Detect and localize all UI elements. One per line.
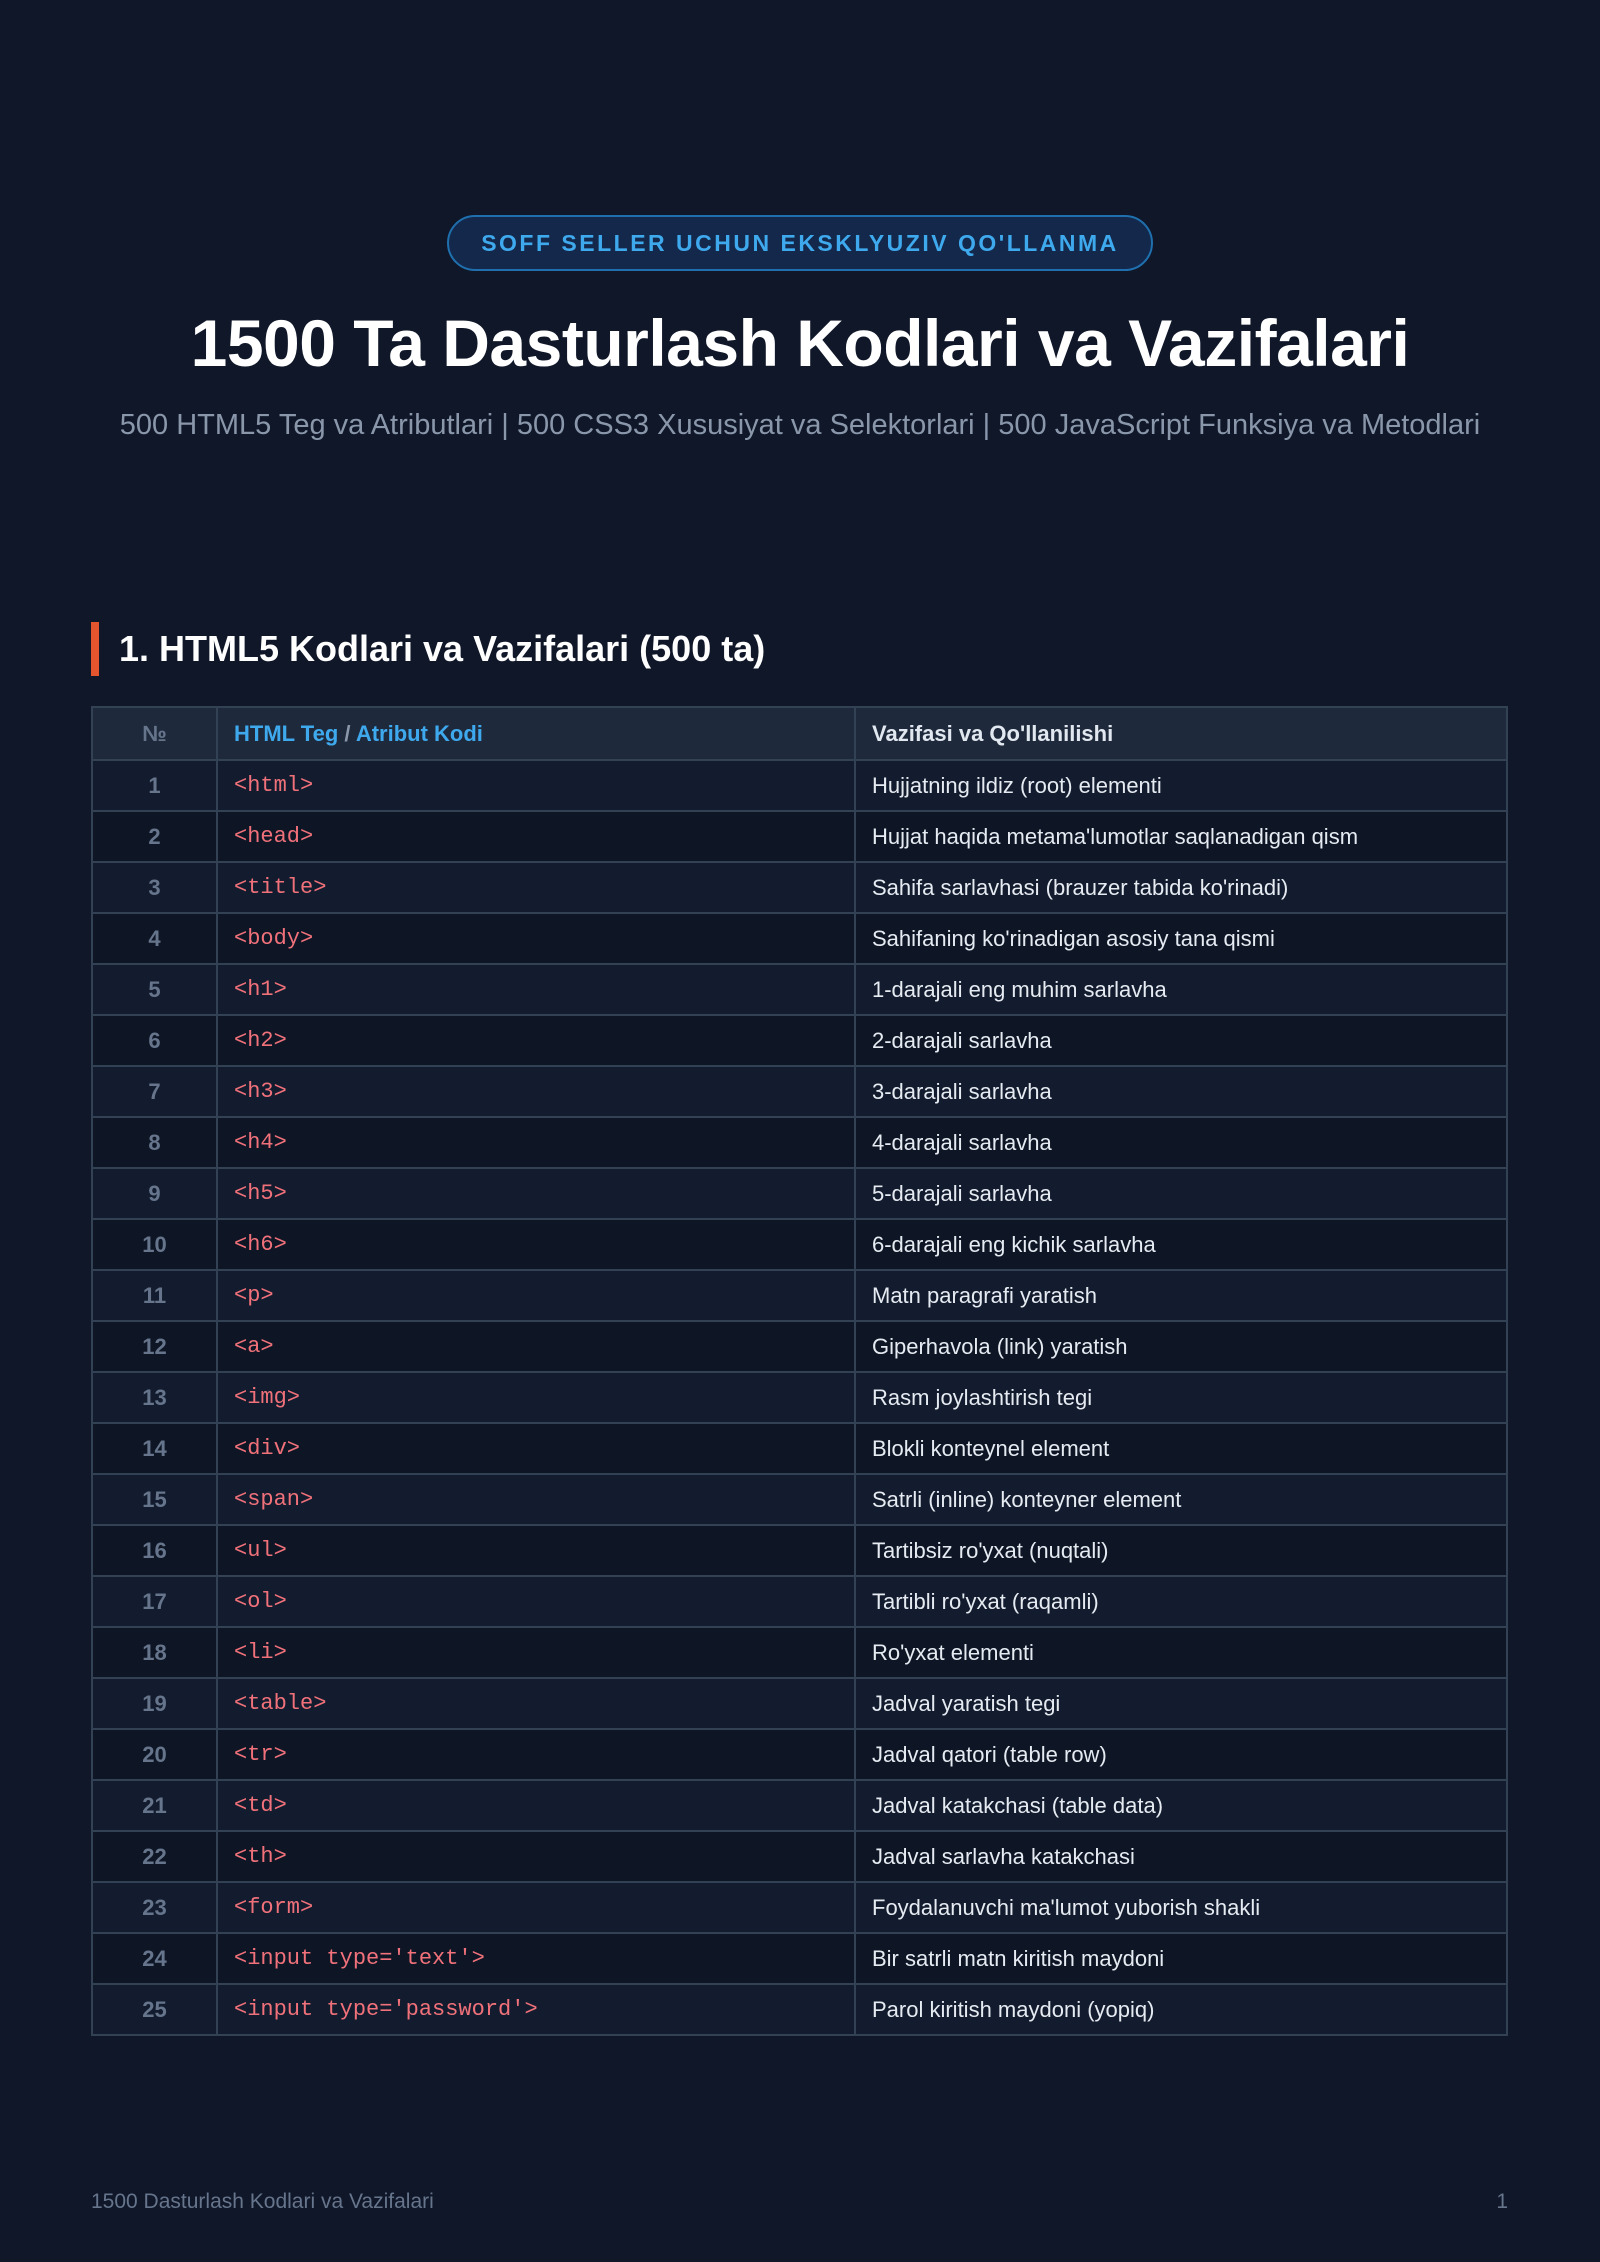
row-description: Blokli konteynel element [855,1423,1507,1474]
column-header-code [217,707,855,760]
row-number: 13 [92,1372,217,1423]
row-code: <tr> [217,1729,855,1780]
row-code: <a> [217,1321,855,1372]
row-code: <form> [217,1882,855,1933]
row-description: 3-darajali sarlavha [855,1066,1507,1117]
row-number: 9 [92,1168,217,1219]
table-row [92,1882,1507,1933]
table-row [92,913,1507,964]
row-number: 22 [92,1831,217,1882]
column-header-code-part2: Atribut Kodi [355,720,483,746]
row-description: Jadval katakchasi (table data) [855,1780,1507,1831]
row-code: <html> [217,760,855,811]
row-description: 4-darajali sarlavha [855,1117,1507,1168]
table-row [92,1168,1507,1219]
row-number: 11 [92,1270,217,1321]
exclusive-guide-badge: SOFF SELLER UCHUN EKSKLYUZIV QO'LLANMA [447,215,1153,271]
table-row [92,1372,1507,1423]
table-row [92,1423,1507,1474]
row-number: 14 [92,1423,217,1474]
html-codes-table [91,706,1508,2036]
table-row [92,862,1507,913]
row-number: 4 [92,913,217,964]
row-description: Tartibsiz ro'yxat (nuqtali) [855,1525,1507,1576]
row-description: Sahifaning ko'rinadigan asosiy tana qismi [855,913,1507,964]
row-description: Jadval qatori (table row) [855,1729,1507,1780]
table-row [92,760,1507,811]
page-title: 1500 Ta Dasturlash Kodlari va Vazifalari [190,306,1410,380]
row-description: Giperhavola (link) yaratish [855,1321,1507,1372]
row-number: 10 [92,1219,217,1270]
row-description: 2-darajali sarlavha [855,1015,1507,1066]
row-description: Ro'yxat elementi [855,1627,1507,1678]
table-row [92,1474,1507,1525]
row-number: 5 [92,964,217,1015]
row-code: <ul> [217,1525,855,1576]
row-description: Satrli (inline) konteyner element [855,1474,1507,1525]
row-description: Sahifa sarlavhasi (brauzer tabida ko'rinadi) [855,862,1507,913]
row-code: <title> [217,862,855,913]
row-code: <h4> [217,1117,855,1168]
row-description: Parol kiritish maydoni (yopiq) [855,1984,1507,2035]
row-number: 25 [92,1984,217,2035]
row-code: <h1> [217,964,855,1015]
table-row [92,1066,1507,1117]
row-number: 21 [92,1780,217,1831]
row-number: 20 [92,1729,217,1780]
footer-doc-title: 1500 Dasturlash Kodlari va Vazifalari [91,2190,434,2213]
table-row [92,1984,1507,2035]
row-code: <head> [217,811,855,862]
row-number: 8 [92,1117,217,1168]
table-row [92,1015,1507,1066]
row-description: Hujjatning ildiz (root) elementi [855,760,1507,811]
row-code: <input type='password'> [217,1984,855,2035]
row-description: Tartibli ro'yxat (raqamli) [855,1576,1507,1627]
row-code: <h6> [217,1219,855,1270]
row-code: <h2> [217,1015,855,1066]
row-description: Jadval yaratish tegi [855,1678,1507,1729]
column-header-code-part1: HTML Teg [234,720,339,746]
row-description: 6-darajali eng kichik sarlavha [855,1219,1507,1270]
table-header-row [92,707,1507,760]
table-row [92,1525,1507,1576]
table-row [92,1219,1507,1270]
table-row [92,1117,1507,1168]
table-row [92,1321,1507,1372]
row-number: 2 [92,811,217,862]
row-code: <p> [217,1270,855,1321]
table-row [92,1831,1507,1882]
row-number: 17 [92,1576,217,1627]
row-code: <h5> [217,1168,855,1219]
row-code: <td> [217,1780,855,1831]
row-code: <table> [217,1678,855,1729]
row-description: Matn paragrafi yaratish [855,1270,1507,1321]
row-description: Bir satrli matn kiritish maydoni [855,1933,1507,1984]
row-code: <input type='text'> [217,1933,855,1984]
row-number: 6 [92,1015,217,1066]
section-title: 1. HTML5 Kodlari va Vazifalari (500 ta) [91,622,765,676]
row-number: 12 [92,1321,217,1372]
row-code: <li> [217,1627,855,1678]
row-code: <body> [217,913,855,964]
row-number: 15 [92,1474,217,1525]
row-code: <ol> [217,1576,855,1627]
row-description: Foydalanuvchi ma'lumot yuborish shakli [855,1882,1507,1933]
table-row [92,964,1507,1015]
table-row [92,1933,1507,1984]
column-header-number: № [92,707,217,760]
page-subtitle: 500 HTML5 Teg va Atributlari | 500 CSS3 Xususiyat va Selektorlari | 500 JavaScript Funksiya va Metodlari [119,409,1481,441]
table-row [92,1270,1507,1321]
row-number: 7 [92,1066,217,1117]
table-row [92,1576,1507,1627]
row-number: 24 [92,1933,217,1984]
table-row [92,1729,1507,1780]
row-code: <img> [217,1372,855,1423]
row-description: Rasm joylashtirish tegi [855,1372,1507,1423]
row-description: 5-darajali sarlavha [855,1168,1507,1219]
row-code: <h3> [217,1066,855,1117]
badge-container [0,215,1600,271]
footer-page-number: 1 [1496,2190,1508,2213]
table-row [92,811,1507,862]
table-row [92,1678,1507,1729]
row-number: 1 [92,760,217,811]
row-number: 16 [92,1525,217,1576]
row-number: 19 [92,1678,217,1729]
table-row [92,1780,1507,1831]
row-description: Hujjat haqida metama'lumotlar saqlanadigan qism [855,811,1507,862]
row-number: 18 [92,1627,217,1678]
row-description: Jadval sarlavha katakchasi [855,1831,1507,1882]
table-row [92,1627,1507,1678]
table-body [92,760,1507,2035]
column-header-description: Vazifasi va Qo'llanilishi [855,707,1507,760]
row-code: <div> [217,1423,855,1474]
row-number: 23 [92,1882,217,1933]
row-code: <span> [217,1474,855,1525]
column-header-code-separator: / [338,720,356,746]
row-number: 3 [92,862,217,913]
row-description: 1-darajali eng muhim sarlavha [855,964,1507,1015]
row-code: <th> [217,1831,855,1882]
